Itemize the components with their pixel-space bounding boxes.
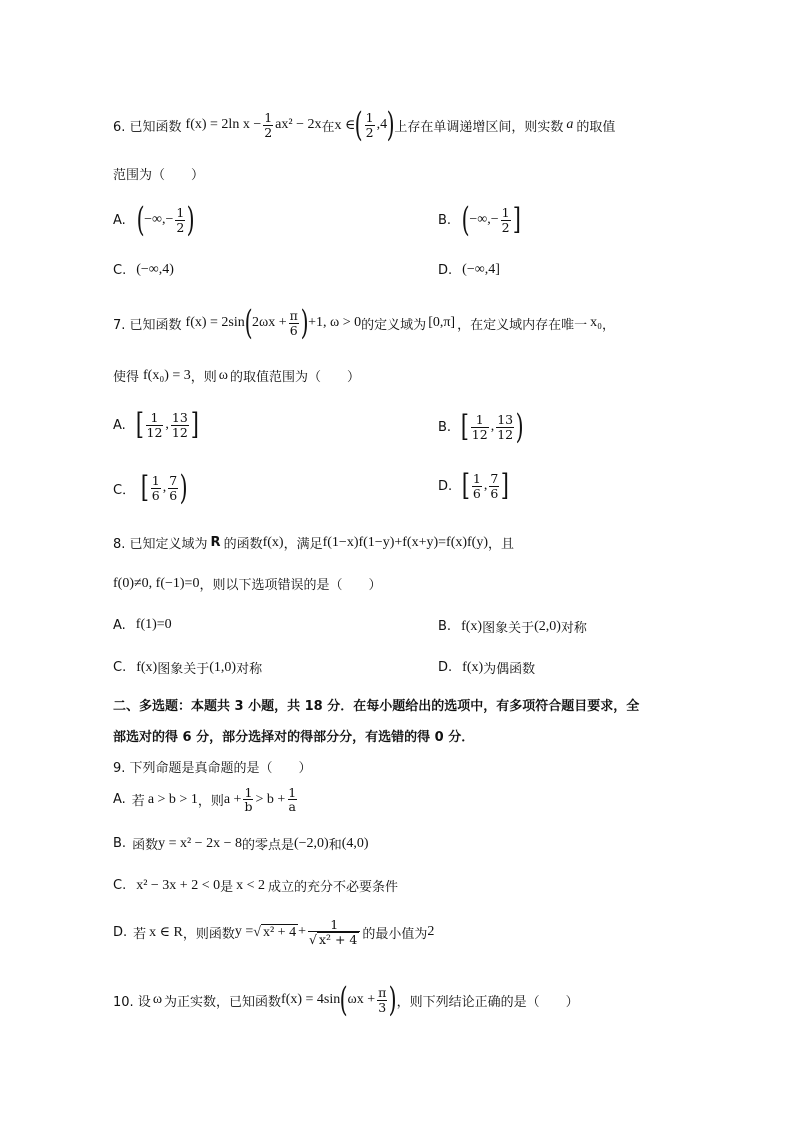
- q10-pi-fraction: $\frac{\pi}{3}$: [378, 985, 387, 1015]
- q6-line2: 范围为（ ）: [113, 168, 205, 183]
- q6-option-d[interactable]: D. (−∞,4]: [438, 262, 500, 278]
- q6-prefix: 6. 已知函数: [113, 119, 182, 135]
- q6-func: f(x) = 2ln x −: [185, 117, 262, 132]
- q9-option-c[interactable]: C. x² − 3x + 2 < 0 是 x < 2 成立的充分不必要条件: [113, 877, 399, 895]
- q6-func-tail: ax² − 2x: [275, 117, 322, 132]
- q6-cond: x ∈: [334, 117, 356, 133]
- q6-stem-line2: [113, 164, 204, 183]
- q8-option-b[interactable]: B. f(x) 图象关于 (2,0) 对称: [438, 618, 587, 636]
- q10-stem: 10. 设 ω 为正实数，已知函数 f(x) = 4sin ( ωx + $\frac{\pi}{3}$ ) ，则下列结论正确的是（ ）: [113, 980, 579, 1020]
- q6-fraction: $\frac{1}{2}$: [264, 110, 273, 140]
- q6-a-fraction: $\frac{1}{2}$: [176, 205, 185, 235]
- q9-title: 9. 下列命题是真命题的是（ ）: [113, 761, 312, 776]
- q8-stem-line2: f(0)≠0, f(−1)=0 ，则以下选项错误的是（ ）: [113, 575, 382, 593]
- q9-option-a[interactable]: A. 若 a > b > 1 ，则 a + $\frac{1}{b}$ > b + $\frac{1}{a}$: [113, 785, 297, 815]
- q8-option-a[interactable]: A. f(1)=0: [113, 617, 172, 633]
- q6-stem-line1: [113, 105, 616, 145]
- sqrt-symbol: √ x² + 4: [308, 932, 358, 948]
- section2-heading-line2: 部选对的得 6 分，部分选择对的得部分分，有选错的得 0 分．: [113, 730, 475, 745]
- q7-stem-line2: 使得 f(x₀) = 3 ，则 ω 的取值范围为（ ）: [113, 367, 361, 385]
- section2-heading-line1: 二、多选题：本题共 3 小题，共 18 分．在每小题给出的选项中，有多项符合题目要求，全: [113, 699, 640, 714]
- q7-stem-line1: 7. 已知函数 f(x) = 2sin ( 2ωx + $\frac{\pi}{6}$ ) +1, ω > 0 的定义域为 [0,π] ，在定义域内存在唯一 x₀ ，: [113, 303, 616, 343]
- sqrt-symbol: √ x² + 4: [253, 924, 297, 940]
- q6-suffix2: 的取值: [576, 119, 616, 135]
- q6-mid: 在: [321, 119, 335, 135]
- q9-option-d[interactable]: D. 若 x ∈ R ，则函数 y = √ x² + 4 + 1 √ x² + 4 的最小值为 2: [113, 917, 435, 948]
- q7-option-d[interactable]: D. [ $\frac{1}{6}$ , $\frac{7}{6}$ ]: [438, 468, 510, 503]
- q9-d-fraction: 1 √ x² + 4: [308, 918, 360, 946]
- q8-option-d[interactable]: D. f(x) 为偶函数: [438, 659, 536, 677]
- q6-var: a: [566, 117, 574, 132]
- q6-paren-open: (: [355, 105, 363, 145]
- q6-interval-tail: ,4: [376, 117, 388, 132]
- q8-option-c[interactable]: C. f(x) 图象关于 (1,0) 对称: [113, 659, 263, 677]
- q6-option-c[interactable]: C. (−∞,4): [113, 262, 174, 278]
- q6-suffix: 上存在单调递增区间，则实数: [394, 119, 564, 135]
- q6-option-a[interactable]: A. ( −∞,− $\frac{1}{2}$ ): [113, 200, 195, 240]
- q7-pi-fraction: $\frac{\pi}{6}$: [289, 308, 298, 338]
- q6-paren-close: ): [386, 105, 395, 145]
- q7-option-b[interactable]: B. [ $\frac{1}{12}$ , $\frac{13}{12}$ ): [438, 407, 524, 447]
- q7-option-a[interactable]: A. [ $\frac{1}{12}$ , $\frac{13}{12}$ ]: [113, 407, 199, 442]
- q6-interval-fraction: $\frac{1}{2}$: [365, 110, 374, 140]
- q8-stem-line1: 8. 已知定义域为 R 的函数 f(x) ，满足 f(1−x)f(1−y)+f(x+y)=f(x)f(y) ，且: [113, 534, 515, 552]
- q6-b-fraction: $\frac{1}{2}$: [501, 205, 510, 235]
- q6-option-b[interactable]: B. ( −∞,− $\frac{1}{2}$ ]: [438, 200, 521, 240]
- q9-option-b[interactable]: B. 函数 y = x² − 2x − 8 的零点是 (−2,0) 和 (4,0): [113, 835, 369, 853]
- q7-option-c[interactable]: C． [ $\frac{1}{6}$ , $\frac{7}{6}$ ): [113, 468, 188, 508]
